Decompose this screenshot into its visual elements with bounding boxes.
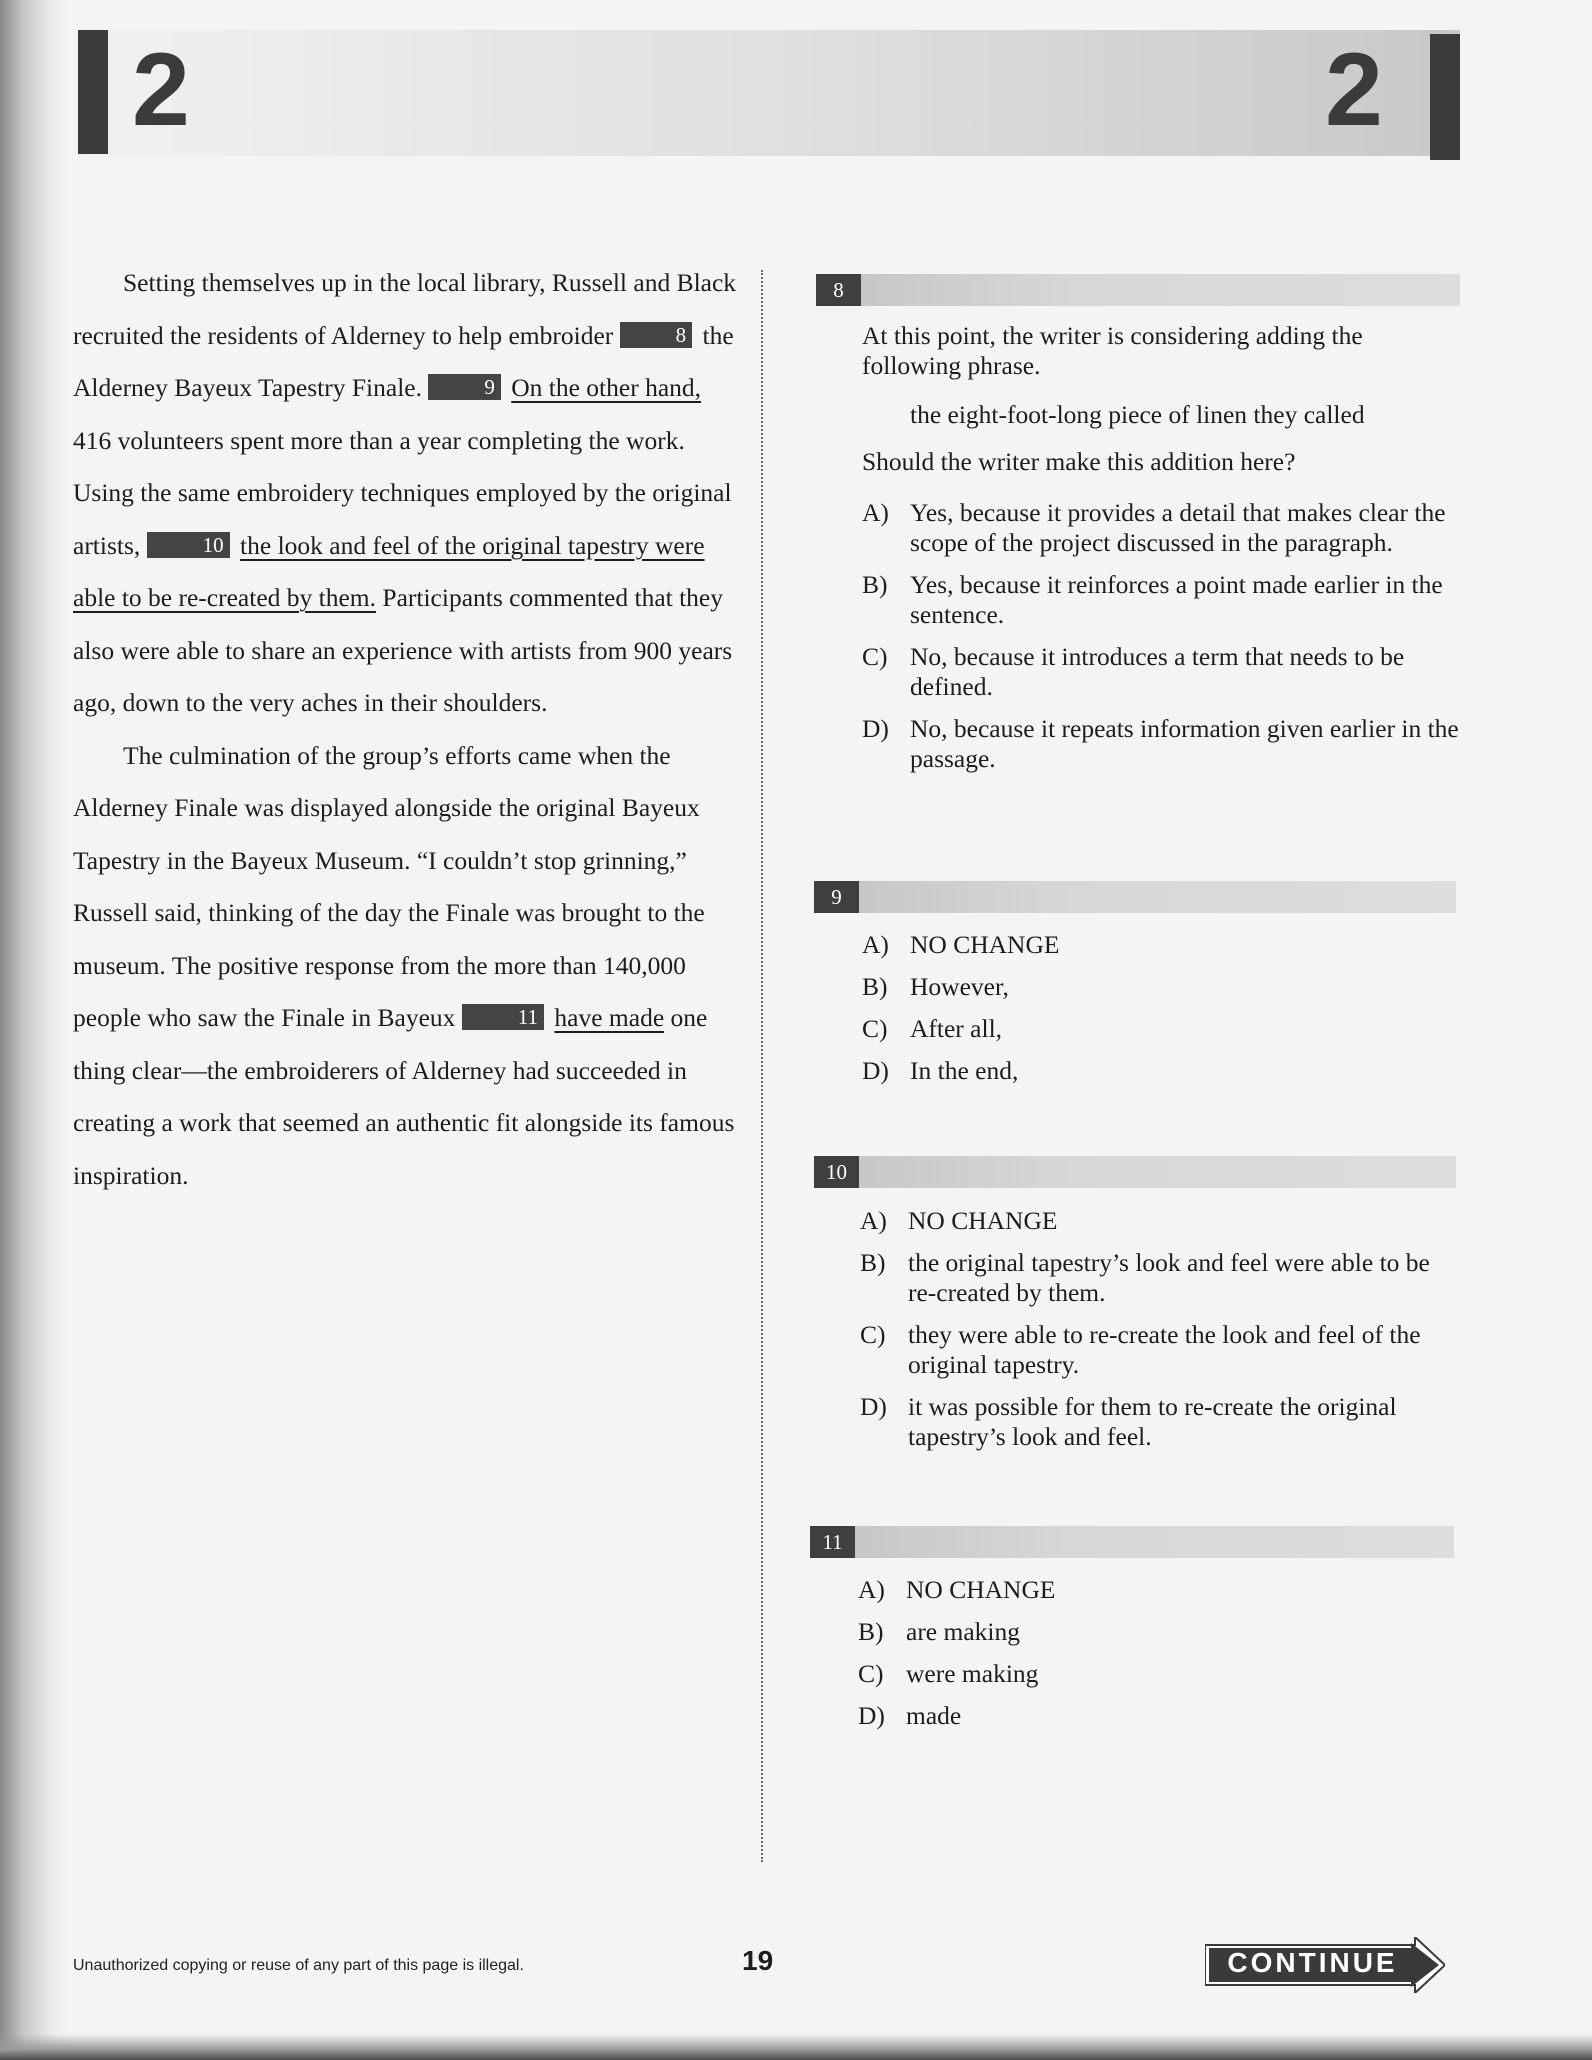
choice-letter: D) [862,714,889,743]
page-number: 19 [742,1945,774,1976]
question-9-choices [862,930,1462,1086]
underlined-portion-11: have made [554,1003,665,1032]
passage-text: Participants commented that they also were able to share an experience with artists from 900 years ago, down to the very aches in their shoulders. [73,583,733,717]
choice-letter: C) [860,1320,886,1349]
question-marker-9[interactable]: 9 [428,374,501,400]
question-8-prompt: At this point, the writer is considering adding the following phrase. [862,321,1363,380]
passage-paragraph-2 [73,730,738,1203]
choice-text: After all, [910,1014,1003,1043]
underlined-portion-10: the look and feel of the original tapestry were able to be re-created by them. [73,530,705,612]
answer-choice-8a[interactable] [862,498,1462,558]
answer-choice-11a[interactable] [858,1575,1458,1605]
answer-choice-11c[interactable] [858,1659,1458,1689]
question-number-9: 9 [814,881,859,913]
choice-text: made [906,1701,962,1730]
answer-choice-10d[interactable] [860,1392,1460,1452]
answer-choice-10a[interactable] [860,1206,1460,1236]
answer-choice-9c[interactable] [862,1014,1462,1044]
section-number-left: 2 [132,32,190,148]
question-marker-11[interactable]: 11 [462,1004,544,1030]
choice-letter: B) [862,972,888,1001]
passage-text: Setting themselves up in the local library, Russell and Black recruited the residents of Alderney to help embroider [73,268,737,350]
answer-choice-9d[interactable] [862,1056,1462,1086]
copyright-notice: Unauthorized copying or reuse of any part of this page is illegal. [73,1957,524,1974]
question-header-11 [810,1526,1454,1558]
choice-text: Yes, because it reinforces a point made earlier in the sentence. [910,570,1443,629]
underlined-portion-9: On the other hand, [511,373,702,402]
reading-passage [73,257,738,1202]
answer-choice-9a[interactable] [862,930,1462,960]
answer-choice-9b[interactable] [862,972,1462,1002]
question-marker-10[interactable]: 10 [147,532,230,558]
choice-letter: B) [862,570,888,599]
choice-text: are making [906,1617,1020,1646]
choice-text: No, because it repeats information given earlier in the passage. [910,714,1459,773]
section-marker-bar-left [78,30,108,154]
question-header-9 [814,881,1456,913]
choice-letter: D) [858,1701,885,1730]
passage-text: 416 volunteers spent more than a year completing the work. Using the same embroidery techniques employed by the original artists, [73,425,732,560]
choice-text: the original tapestry’s look and feel were able to be re-created by them. [908,1248,1430,1307]
question-number-10: 10 [814,1156,859,1188]
choice-text: NO CHANGE [910,930,1060,959]
answer-choice-8d[interactable] [862,714,1462,774]
choice-text: NO CHANGE [908,1206,1058,1235]
choice-letter: A) [862,498,889,527]
question-8-ask: Should the writer make this addition here? [862,447,1296,476]
continue-label: CONTINUE [1227,1947,1398,1978]
answer-choice-8c[interactable] [862,642,1462,702]
choice-text: it was possible for them to re-create the original tapestry’s look and feel. [908,1392,1397,1451]
choice-letter: D) [862,1056,889,1085]
section-marker-bar-right [1430,34,1460,160]
answer-choice-8b[interactable] [862,570,1462,630]
passage-text: the Alderney Bayeux Tapestry Finale. [73,320,734,402]
passage-text: The culmination of the group’s efforts came when the Alderney Finale was displayed alongside the original Bayeux Tapestry in the Bayeux Museum. “I couldn’t stop grinning,” Russell said, thinking of the day the Finale was brought to the museum. The positive response from the more than 140,000 people who saw the Finale in Bayeux [73,740,705,1032]
choice-letter: A) [862,930,889,959]
choice-text: NO CHANGE [906,1575,1056,1604]
choice-text: they were able to re-create the look and feel of the original tapestry. [908,1320,1421,1379]
choice-letter: A) [858,1575,885,1604]
choice-letter: D) [860,1392,887,1421]
question-number-8: 8 [816,274,861,306]
question-header-10 [814,1156,1456,1188]
answer-choice-11d[interactable] [858,1701,1458,1731]
choice-letter: C) [862,642,888,671]
choice-letter: C) [858,1659,884,1688]
answer-choice-11b[interactable] [858,1617,1458,1647]
scan-edge-shadow [0,0,70,2060]
choice-text: No, because it introduces a term that needs to be defined. [910,642,1405,701]
question-number-11: 11 [810,1526,855,1558]
question-8-phrase: the eight-foot-long piece of linen they called [910,400,1365,429]
column-divider [761,270,763,1862]
answer-choice-10c[interactable] [860,1320,1460,1380]
question-11-choices [858,1575,1458,1731]
passage-text: one thing clear—the embroiderers of Alderney had succeeded in creating a work that seemed an authentic fit alongside its famous inspiration. [73,1003,735,1190]
passage-paragraph-1 [73,257,738,730]
choice-text: However, [910,972,1009,1001]
choice-text: were making [906,1659,1039,1688]
section-header-band [78,30,1460,156]
choice-text: Yes, because it provides a detail that makes clear the scope of the project discussed in the paragraph. [910,498,1446,557]
choice-text: In the end, [910,1056,1019,1085]
question-header-8 [816,274,1460,306]
question-marker-8[interactable]: 8 [620,322,693,348]
answer-choice-10b[interactable] [860,1248,1460,1308]
continue-button[interactable] [1205,1937,1445,1993]
choice-letter: A) [860,1206,887,1235]
scan-bottom-shadow [0,2034,1592,2060]
question-8-choices [862,498,1462,774]
question-10-choices [860,1206,1460,1452]
choice-letter: C) [862,1014,888,1043]
section-number-right: 2 [1325,32,1383,148]
choice-letter: B) [858,1617,884,1646]
choice-letter: B) [860,1248,886,1277]
